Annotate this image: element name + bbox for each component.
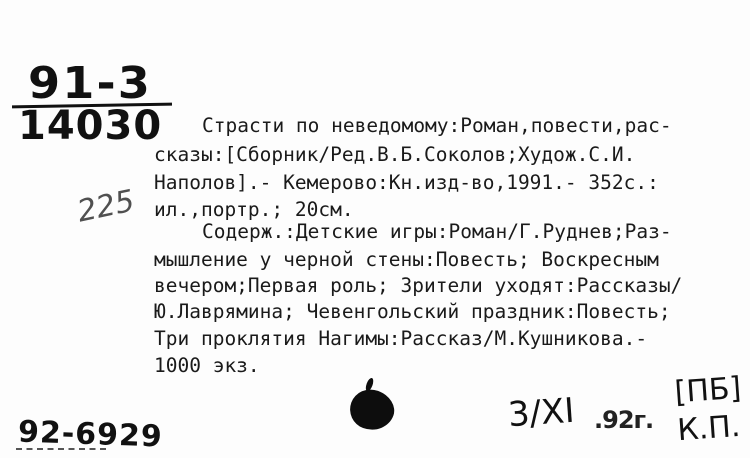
entry-line-imprint: Наполов].- Кемерово:Кн.изд-во,1991.- 352с.: (154, 171, 659, 194)
corner-note-line-2: К.П. (676, 408, 742, 448)
entry-line-physical: ил.,портр.; 20см. (154, 198, 354, 221)
corner-note-line-1: [ПБ] (673, 370, 743, 411)
shelf-mark-bottom: 14030 (18, 103, 163, 149)
ink-blot (344, 384, 399, 437)
accession-underline (16, 448, 106, 450)
date-year: .92г. (594, 406, 654, 434)
entry-line-compiler: сказы:[Сборник/Ред.В.Б.Соколов;Худож.С.И. (154, 143, 636, 166)
entry-line-contents-3: вечером;Первая роль; Зрители уходят:Рассказы/ (154, 274, 683, 297)
entry-line-contents-2: мышление у черной стены:Повесть; Воскресным (154, 248, 659, 271)
entry-line-contents-4: Ю.Лаврямина; Чевенгольский праздник:Повесть; (154, 300, 671, 323)
entry-line-contents: Содерж.:Детские игры:Роман/Г.Руднев;Раз- (202, 220, 672, 243)
entry-line-title: Страсти по неведомому:Роман,повести,рас- (202, 114, 672, 137)
corner-note (673, 370, 745, 449)
entry-line-contents-5: Три проклятия Нагимы:Рассказ/М.Кушникова.- (154, 327, 648, 350)
shelf-mark-top: 91-3 (28, 58, 153, 109)
margin-note: 225 (74, 183, 138, 230)
accession-number: 92-6929 (17, 414, 164, 455)
date-mark: 3/XI (506, 390, 576, 436)
entry-line-print-run: 1000 экз. (154, 354, 260, 377)
